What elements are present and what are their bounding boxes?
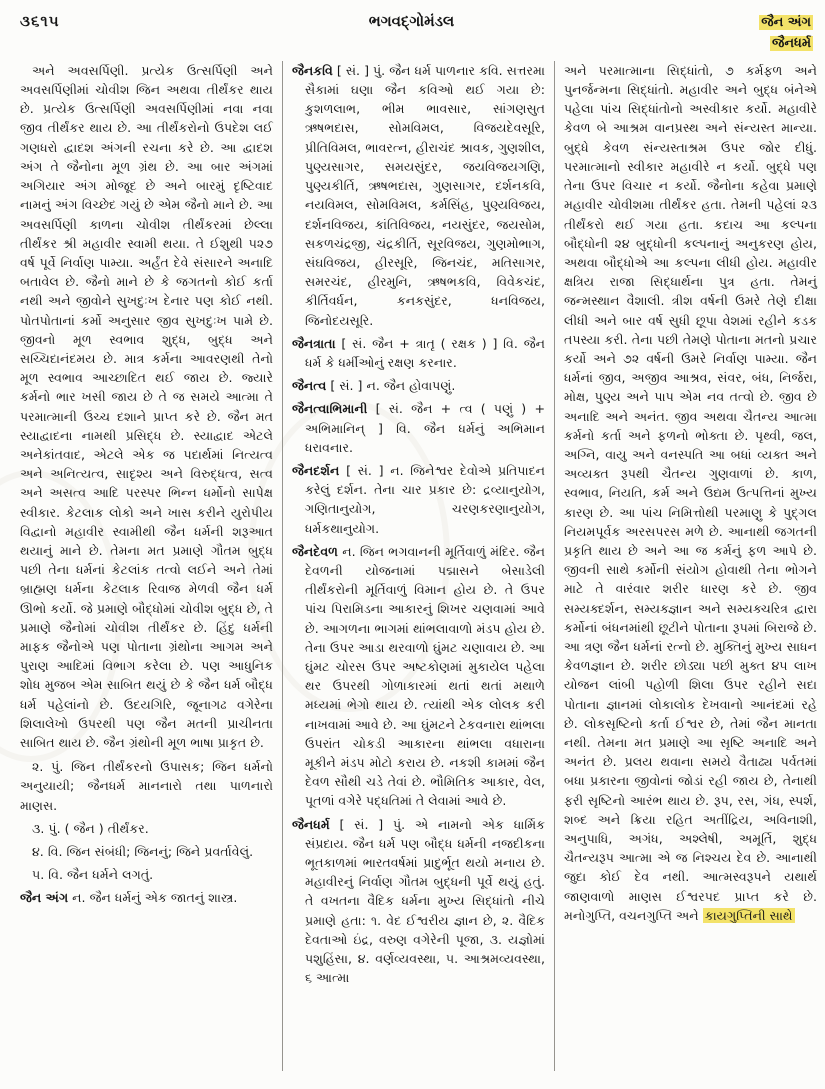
dict-entry-jaintva: [292, 376, 545, 395]
text-columns: [0, 57, 825, 1071]
page-header: [0, 0, 825, 57]
sense-5: ૫. વિ. જૈન ધર્મને લગતું.: [32, 867, 154, 883]
entry-headword: જૈનત્વ: [292, 378, 327, 394]
entry-body: [ સં. જૈન + ત્વ ( પણું ) + અભિમાનિન્ ] વિ. જૈન ધર્મનું અભિમાન ધરાવનાર.: [305, 401, 545, 455]
entry-body: ન. જિન ભગવાનની મૂર્તિવાળું મંદિર. જૈન દેવળની યોજનામાં પદ્માસને બેસાડેલી તીર્થંકરોની મૂર્તિવાળું વિમાન હોય છે. તે ઉપર પાંચ પિરામિડના આકારનું શિખર ચણવામાં આવે છે. આગળના ભાગમાં થાંભલાવાળો મંડપ હોય છે. તેના ઉપર આડા થરવાળો ઘુંમટ ચણાવાય છે. આ ઘુંમટ ચોરસ ઉપર અષ્ટકોણમાં મુકાયેલ પહેલા થર ઉપરથી ગોળાકારમાં થતાં થતાં મથાળે મધ્યમાં ભેગો થાય છે. ત્યાંથી એક લોલક કરી નાખવામાં આવે છે. આ ઘુંમટને ટેકવનારા થાંભલા ઉપરાંત ચોકડી આકારના થાંભલા વધારાના મૂકીને મંડપ મોટો કરાય છે. નકશી કામમાં જૈન દેવળ સૌથી ચડે તેવાં છે. ભૌમિતિક આકાર, વેલ, પૂતળાં વગેરે પદ્ધતિમાં તે લેવામાં આવે છે.: [305, 543, 545, 809]
sense-4: ૪. વિ. જિન સંબંધી; જિનનું; જિને પ્રવર્તાવેલું.: [32, 844, 254, 859]
running-head-line1: જૈન અંગ: [761, 15, 811, 30]
entry-headword: જૈનધર્મ: [292, 816, 330, 832]
entry-headword: જૈનત્રાતા: [292, 335, 336, 351]
dict-entry-jaintrata: [292, 334, 545, 372]
column-3: [555, 61, 817, 1071]
entry-headword: જૈનકવિ: [292, 62, 333, 78]
entry-continuation-jaindharma: [564, 61, 817, 925]
entry-headword: જૈન અંગ: [20, 890, 69, 906]
dict-entry-jaintvabhimani: [292, 399, 545, 457]
column-1: [20, 61, 282, 1071]
entry-headword: જૈનત્વાભિમાની: [292, 401, 368, 417]
entry-continuation-jain: અને અવસર્પિણી. પ્રત્યેક ઉત્સર્પિણી અને અવસર્પિણીમાં ચોવીશ જિન અથવા તીર્થંકર થાય છે. પ્રત્યેક ઉત્સર્પિણી અવસર્પિણીમાં નવા નવા જીવ તીર્થંકર થાય છે. આ તીર્થંકરોનો ઉપદેશ લઈ ગણધરો દ્વાદશ અંગની રચના કરે છે. આ દ્વાદશ અંગ તે જૈનોના મૂળ ગ્રંથ છે. આ બાર અંગમાં અગિયાર અંગ મોજૂદ છે અને બારમું દૃષ્ટિવાદ નામનું અંગ વિચ્છેદ ગયું છે એમ જૈનો માને છે. આ અવસર્પિણી કાળના ચોવીશ તીર્થંકરમાં છેલ્લા તીર્થંકર શ્રી મહાવીર સ્વામી થયા. તે ઈશુથી ૫૨૭ વર્ષ પૂર્વે નિર્વાણ પામ્યા. અર્હંત દેવે સંસારને અનાદિ બતાવેલ છે. જૈનો માને છે કે જગતનો કોઈ કર્તા નથી અને જીવોને સુખદુઃખ દેનાર પણ કોઈ નથી. પોતપોતાનાં કર્મો અનુસાર જીવ સુખદુઃખ પામે છે. જીવનો મૂળ સ્વભાવ શુદ્ધ, બુદ્ધ અને સચ્ચિદાનંદમય છે. માત્ર કર્મના આવરણથી તેનો મૂળ સ્વભાવ આચ્છાદિત થઈ જાય છે. જ્યારે કર્મનો ભાર ખસી જાય છે તે જ સમયે આત્મા તે પરમાત્માની ઉચ્ચ દશાને પ્રાપ્ત કરે છે. જૈન મત સ્યાદ્વાદના નામથી પ્રસિદ્ધ છે. સ્યાદ્વાદ એટલે અનેકાંતવાદ, એટલે એક જ પદાર્થમાં નિત્યત્વ અને અનિત્યત્વ, સાદૃશ્ય અને વિરુદ્ધત્વ, સત્વ અને અસત્વ આદિ પરસ્પર ભિન્ન ધર્મોનો સાપેક્ષ સ્વીકાર. કેટલાક લોકો અને ખાસ કરીને યુરોપીય વિદ્વાનો મહાવીર સ્વામીથી જૈન ધર્મની શરૂઆત થયાનું માને છે. તેમના મત પ્રમાણે ગૌતમ બુદ્ધ પછી તેના ધર્મનાં કેટલાંક તત્વો લઈને અને તેમાં બ્રાહ્મણ ધર્મના કેટલાક રિવાજ મેળવી જૈન ધર્મ ઊભો કર્યો. જે પ્રમાણે બૌદ્ધોમાં ચોવીશ બુદ્ધ છે, તે પ્રમાણે જૈનોમાં ચોવીશ તીર્થંકર છે. હિંદુ ધર્મની માફક જૈનોએ પણ પોતાના ગ્રંથોના આગમ અને પુરાણ આદિમાં વિભાગ કરેલા છે. પણ આધુનિક શોધ મુજબ એમ સાબિત થયું છે કે જૈન ધર્મ બૌદ્ધ ધર્મ પહેલાંનો છે. ઉદયગિરિ, જૂનાગઢ વગેરેના શિલાલેખો ઉપરથી પણ જૈન મતની પ્રાચીનતા સાબિત થાય છે. જૈન ગ્રંથોની મૂળ ભાષા પ્રાકૃત છે.: [20, 62, 273, 750]
page-number: ૩૬૧૫: [20, 12, 60, 30]
book-title: ભગવદ્ગોમંડલ: [368, 12, 455, 30]
column-2: [283, 61, 554, 1071]
entry-headword: જૈનદર્શન: [292, 462, 340, 478]
dict-entry-jaindeval: [292, 542, 545, 811]
dict-entry-jaindarshan: [292, 461, 545, 538]
entry-body: [ સં. ] પું. જૈન ધર્મ પાળનાર કવિ. સત્તરમા સૈકામાં ઘણા જૈન કવિઓ થઈ ગયા છે: કુશળલાભ, ભીમ ભાવસાર, સાંગણસુત ઋષભદાસ, સોમવિમલ, વિજયદેવસૂરિ, પ્રીતિવિમલ, ભાવરત્ન, હીરાચંદ શ્રાવક, ગુણશીલ, પુણ્યસાગર, સમયસુંદર, જયવિજયગણિ, પુણ્યકીર્તિ, ઋષભદાસ, ગુણસાગર, દર્શનકવિ, નયવિમલ, સોમવિમલ, કર્મસિંહ, પુણ્યવિજય, દર્શનવિજય, કાંતિવિજય, નયસુંદર, જયસોમ, સકળચંદ્રજી, ચંદ્રકીર્તિ, સૂરવિજય, ગુણમોભાગ, સંઘવિજય, હીરસૂરિ, જિનચંદ, મતિસાગર, સમરચંદ, હીરમુનિ, ઋષભકવિ, વિવેકચંદ, કીર્તિવર્ધન, કનકસુંદર, ધનવિજય, જિનોદયસૂરિ.: [305, 62, 545, 328]
entry-body: ન. જૈન ધર્મનું એક જાતનું શાસ્ત્ર.: [68, 890, 238, 906]
sense-2: ૨. પું. જિન તીર્થંકરનો ઉપાસક; જિન ધર્મનો અનુયાયી; જૈનધર્મ માનનારો તથા પાળનારો માણસ.: [20, 759, 273, 813]
dict-entry-jainkavi: [292, 61, 545, 330]
entry-headword: જૈનદેવળ: [292, 543, 339, 559]
entry-body: અને પરમાત્માના સિદ્ધાંતો, ૭ કર્મફળ અને પુનર્જન્મના સિદ્ધાંતો. મહાવીર અને બુદ્ધ બંનેએ પહેલા પાંચ સિદ્ધાંતોનો અસ્વીકાર કર્યો. મહાવીરે કેવળ બે આશ્રમ વાનપ્રસ્થ અને સંન્યસ્ત માન્યા. બુદ્ધે કેવળ સંન્યસ્તાશ્રમ ઉપર જોર દીધું. પરમાત્માનો સ્વીકાર મહાવીરે ન કર્યો. બુદ્ધે પણ તેના ઉપર વિચાર ન કર્યો. જૈનોના કહેવા પ્રમાણે મહાવીર ચોવીશમા તીર્થંકર હતા. તેમની પહેલાં ૨૩ તીર્થંકરો થઈ ગયા હતા. કદાચ આ કલ્પના બૌદ્ધોની ૨૪ બુદ્ધોની કલ્પનાનું અનુકરણ હોય, અથવા બૌદ્ધોએ આ કલ્પના લીધી હોય. મહાવીર ક્ષત્રિય રાજા સિદ્ધાર્થના પુત્ર હતા. તેમનું જન્મસ્થાન વૈશાલી. ત્રીશ વર્ષની ઉમરે તેણે દીક્ષા લીધી અને બાર વર્ષ સુધી છૂપા વેશમાં રહીને કડક તપસ્યા કરી. તેના પછી તેમણે પોતાના મતનો પ્રચાર કર્યો અને ૭૨ વર્ષની ઉમરે નિર્વાણ પામ્યા. જૈન ધર્મનાં જીવ, અજીવ આશ્રવ, સંવર, બંધ, નિર્જરા, મોક્ષ, પુણ્ય અને પાપ એમ નવ તત્વો છે. જીવ છે અનાદિ અને અનંત. જીવ અથવા ચૈતન્ય આત્મા કર્મનો કર્તા અને ફળનો ભોક્તા છે. પૃથ્વી, જલ, અગ્નિ, વાયુ અને વનસ્પતિ આ બધાં વ્યક્ત અને અવ્યક્ત રૂપથી ચૈતન્ય ગુણવાળાં છે. કાળ, સ્વભાવ, નિયતિ, કર્મ અને ઉદ્યમ ઉત્પત્તિનાં મુખ્ય કારણ છે. આ પાંચ નિમિત્તોથી પરમાણુ કે પુદ્ગલ નિયમપૂર્વક અરસપરસ મળે છે. આનાથી જગતની પ્રકૃતિ થાય છે અને આ જ કર્મનું ફળ આપે છે. જીવની સાથે કર્મોની સંયોગ હોવાથી તેના ભોગને માટે તે વારંવાર શરીર ધારણ કરે છે. જીવ સમ્યક્દર્શન, સમ્યક્જ્ઞાન અને સમ્યક્ચરિત્ર દ્વારા કર્મોનાં બંધનમાંથી છૂટીને પોતાના રૂપમાં બિરાજે છે. આ ત્રણ જૈન ધર્મનાં રત્નો છે. મુક્તિનું મુખ્ય સાધન કેવળજ્ઞાન છે. શરીર છોડ્યા પછી મુક્ત ૪૫ લાખ યોજન લાંબી પહોળી શિલા ઉપર રહીને સદા પોતાના જ્ઞાનમાં લોકાલોક દેખવાનો આનંદમાં રહે છે. લોકસૃષ્ટિનો કર્તા ઈશ્વર છે, તેમાં જૈન માનતા નથી. તેમના મત પ્રમાણે આ સૃષ્ટિ અનાદિ અને અનંત છે. પ્રલય થવાના સમયે વૈતાઢ્ય પર્વતમાં બધા પ્રકારના જીવોનાં જોડાં રહી જાય છે, તેનાથી ફરી સૃષ્ટિનો આરંભ થાય છે. રૂપ, રસ, ગંધ, સ્પર્શ, શબ્દ અને ક્રિયા રહિત અતીંદ્રિય, અવિનાશી, અનુપાધિ, અગંધ, અશ્લેષી, અમૂર્તિ, શુદ્ધ ચૈતન્યરૂપ આત્મા એ જ નિશ્ચય દેવ છે. આનાથી જુદા કોઈ દેવ નથી. આત્મસ્વરૂપને યથાર્થ જાણવાળો માણસ ઈશ્વરપદ પ્રાપ્ત કરે છે. મનોગુપ્તિ, વચનગુપ્તિ અને: [564, 62, 817, 923]
dict-entry-jaindharma: [292, 815, 545, 988]
entry-body: [ સં. ] ન. જિનેશ્વર દેવોએ પ્રતિપાદન કરેલું દર્શન. તેના ચાર પ્રકાર છે: દ્રવ્યાનુયોગ, ગણિતાનુયોગ, ચરણકરણાનુયોગ, ધર્મકથાનુયોગ.: [305, 462, 545, 536]
entry-body: [ સં. ] ન. જૈન હોવાપણું.: [326, 378, 456, 394]
dict-entry-jain-ang: [20, 888, 273, 907]
running-head-line2: જૈનધર્મ: [772, 36, 811, 52]
entry-body: [ સં. જૈન + ત્રાતૃ ( રક્ષક ) ] વિ. જૈન ધર્મ કે ધર્મીઓનું રક્ષણ કરનાર.: [305, 335, 545, 370]
sense-3: ૩. પું. ( જૈન ) તીર્થંકર.: [32, 820, 149, 836]
entry-body: [ સં. ] પું. એ નામનો એક ધાર્મિક સંપ્રદાય. જૈન ધર્મ પણ બૌદ્ધ ધર્મની નજદીકના ભૂતકાળમાં ભારતવર્ષમાં પ્રાદુર્ભૂત થયો મનાય છે. મહાવીરનું નિર્વાણ ગૌતમ બુદ્ધની પૂર્વે થયું હતું. તે વખતના વૈદિક ધર્મના મુખ્ય સિદ્ધાંતો નીચે પ્રમાણે હતા: ૧. વેદ ઈશ્વરીય જ્ઞાન છે, ૨. વૈદિક દેવતાઓ ઇંદ્ર, વરુણ વગેરેની પૂજા, ૩. યજ્ઞોમાં પશુહિંસા, ૪. વર્ણવ્યવસ્થા, ૫. આશ્રમવ્યવસ્થા, ૬ આત્મા: [305, 816, 545, 986]
highlighted-text: કાયગુપ્તિની સાથે: [704, 907, 793, 923]
running-head: [693, 12, 813, 55]
